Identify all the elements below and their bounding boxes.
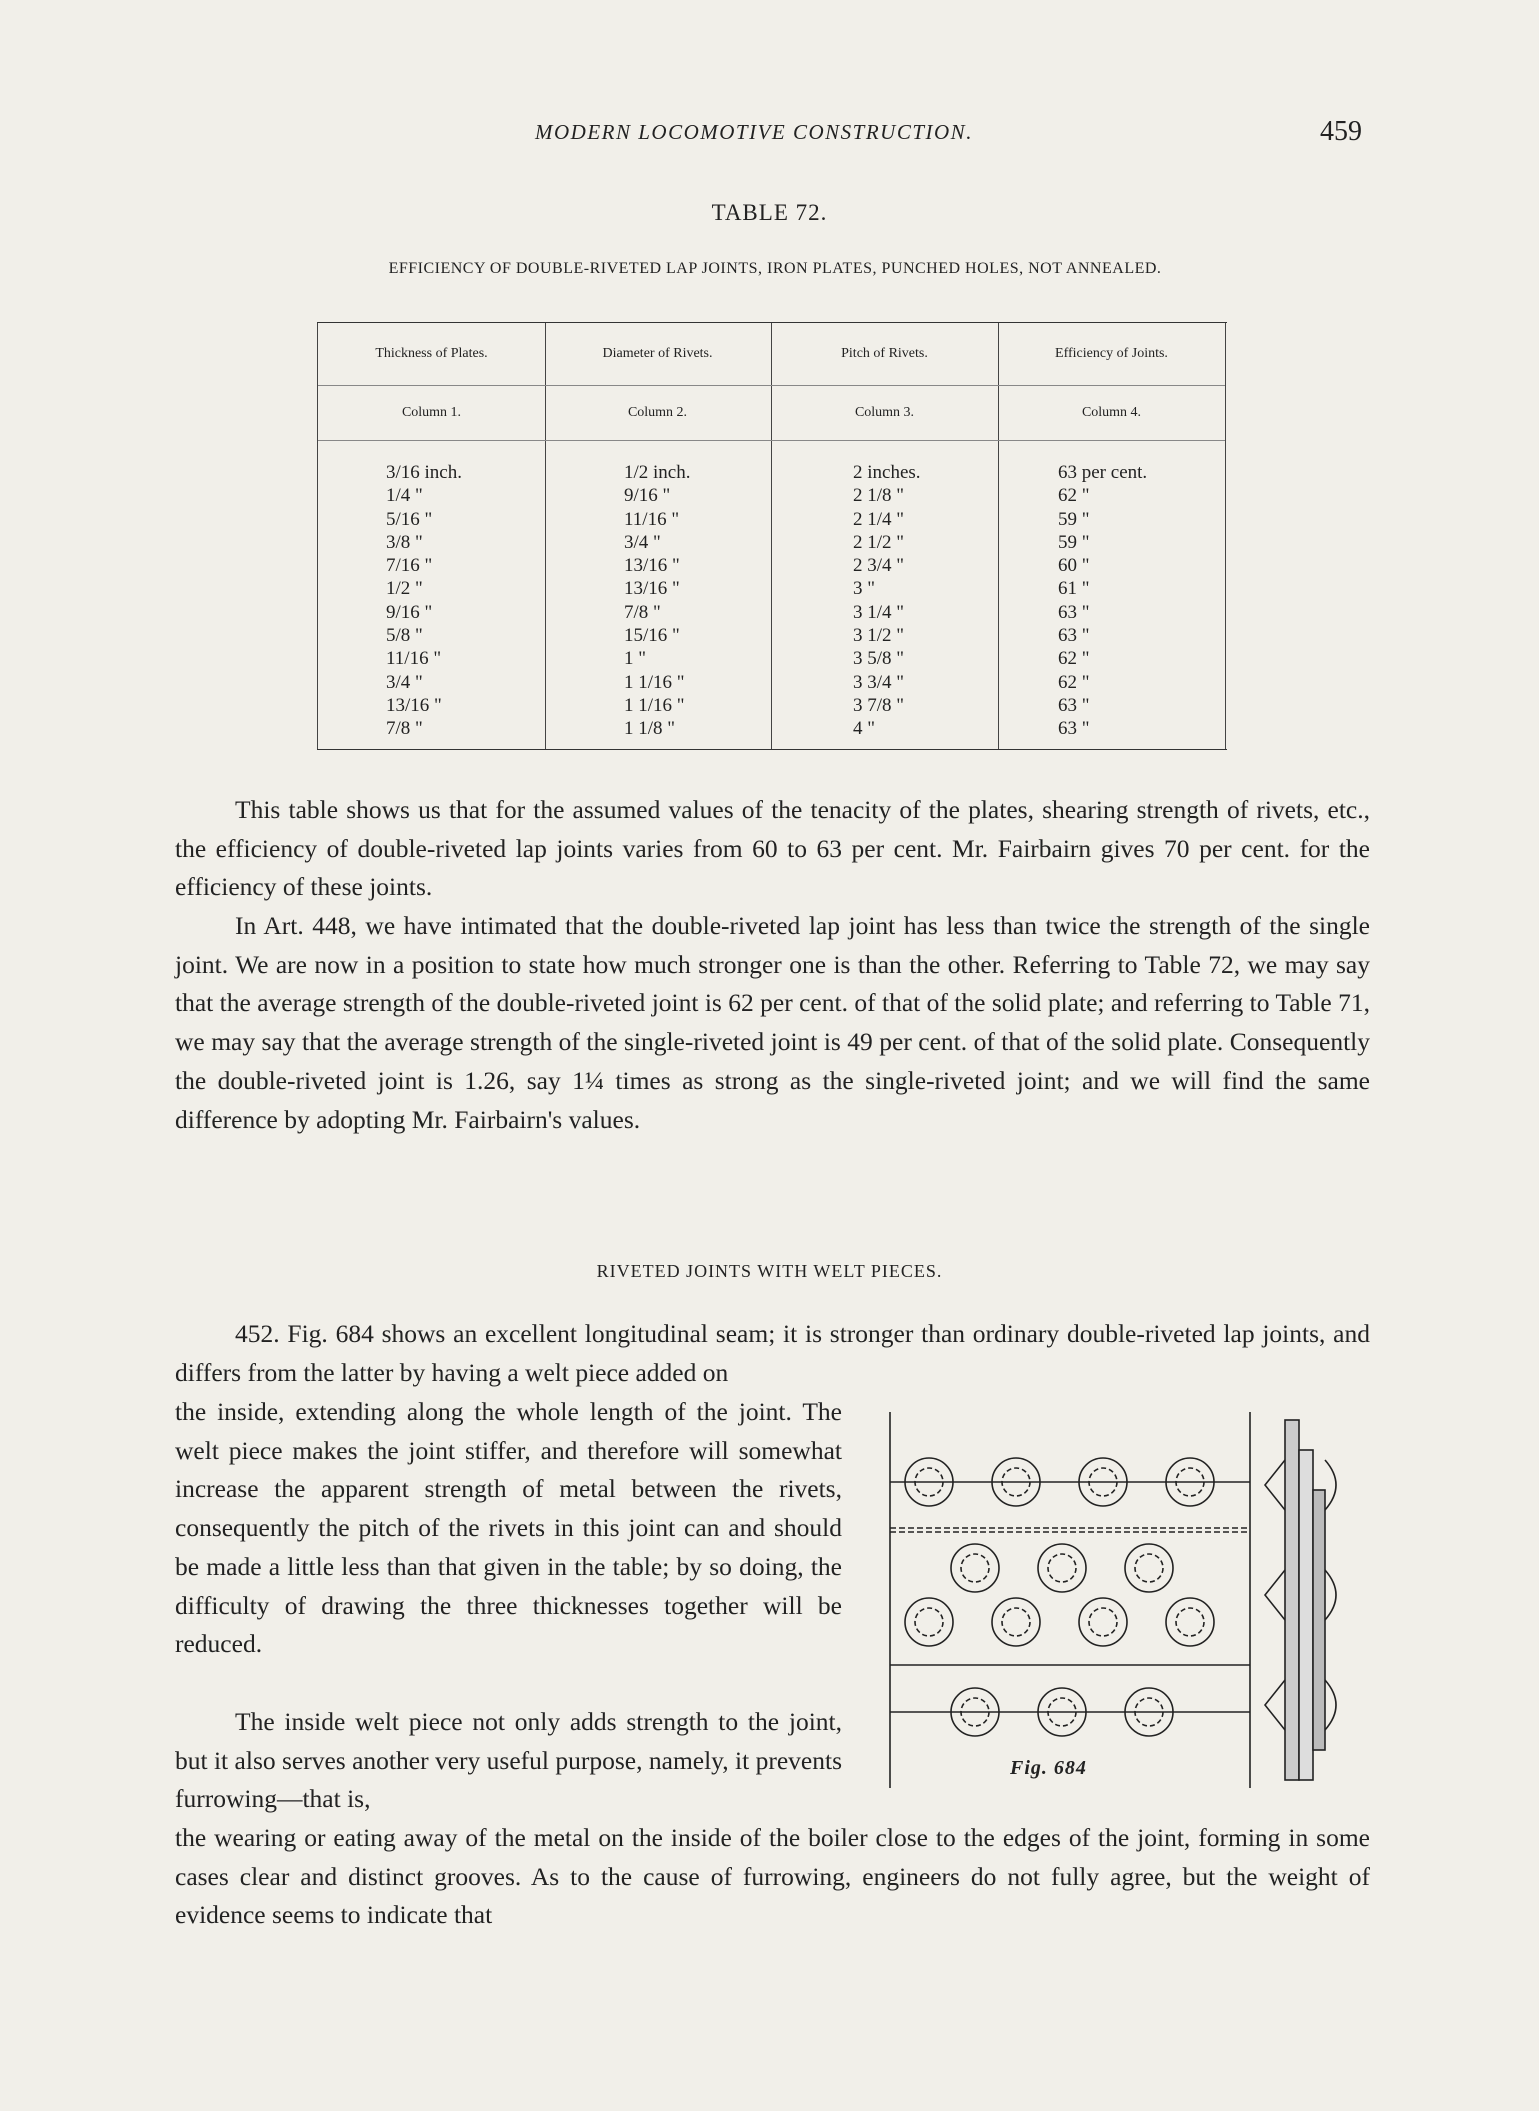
paragraph: 452. Fig. 684 shows an excellent longitudinal seam; it is stronger than ordinary double-riveted lap joints, and differs from the latter by having a welt piece added on bbox=[175, 1319, 1370, 1387]
table-cell: 1 1/8 " bbox=[624, 718, 676, 740]
table-cell: 3/16 inch. bbox=[386, 462, 462, 483]
paragraph: The inside welt piece not only adds strength to the joint, but it also serves another very useful purpose, namely, it prevents furrowing—that is, bbox=[175, 1707, 842, 1814]
column-pitch bbox=[771, 323, 999, 749]
table-cell: 3/4 " bbox=[386, 671, 423, 693]
table-cell: 13/16 " bbox=[386, 694, 442, 716]
table-cell: 5/16 " bbox=[386, 508, 433, 530]
section-heading: RIVETED JOINTS WITH WELT PIECES. bbox=[596, 1261, 943, 1281]
table-header: Diameter of Rivets. bbox=[544, 323, 771, 386]
table-cell: 2 1/4 " bbox=[853, 508, 905, 530]
table-subheader: Column 1. bbox=[318, 386, 545, 441]
table-cell: 1 1/16 " bbox=[624, 694, 685, 716]
table-cell: 63 " bbox=[1058, 718, 1090, 740]
table-cell: 9/16 " bbox=[624, 485, 671, 507]
table-cell: 1/2 inch. bbox=[624, 462, 691, 483]
table-cell: 1/4 " bbox=[386, 485, 423, 507]
table-subheader: Column 3. bbox=[771, 386, 998, 441]
table-caption: EFFICIENCY OF DOUBLE-RIVETED LAP JOINTS, IRON PLATES, PUNCHED HOLES, NOT ANNEALED. bbox=[388, 260, 1162, 277]
table-cell: 7/8 " bbox=[386, 718, 423, 740]
column-values bbox=[318, 441, 545, 741]
paragraph: the inside, extending along the whole length of the joint. The welt piece makes the joint stiffer, and therefore will somewhat increase the apparent strength of metal between the rivets, consequently the pitch of the rivets in this joint can and should be made a little less than that given in the table; by so doing, the difficulty of drawing the three thicknesses together will be reduced. bbox=[175, 1397, 842, 1659]
column-thickness bbox=[317, 323, 546, 749]
table-cell: 3 5/8 " bbox=[853, 648, 905, 670]
rivet-row-upper bbox=[951, 1544, 1173, 1592]
table-cell: 59 " bbox=[1058, 531, 1090, 553]
table-header: Thickness of Plates. bbox=[318, 323, 545, 386]
table-cell: 62 " bbox=[1058, 485, 1090, 507]
column-diameter bbox=[544, 323, 772, 749]
table-subheader: Column 2. bbox=[544, 386, 771, 441]
table-title: TABLE 72. bbox=[711, 200, 828, 225]
table-cell: 2 1/8 " bbox=[853, 485, 905, 507]
table-cell: 3/8 " bbox=[386, 531, 423, 553]
table-cell: 11/16 " bbox=[624, 508, 680, 530]
efficiency-table bbox=[317, 322, 1227, 750]
table-cell: 63 " bbox=[1058, 625, 1090, 647]
paragraph: This table shows us that for the assumed values of the tenacity of the plates, shearing strength of rivets, etc., the efficiency of double-riveted lap joints varies from 60 to 63 per cent. Mr. Fairbairn gives 70 per cent. for the efficiency of these joints. bbox=[175, 795, 1370, 902]
table-header: Pitch of Rivets. bbox=[771, 323, 998, 386]
page-header bbox=[0, 116, 1539, 160]
page-number: 459 bbox=[1320, 116, 1362, 147]
table-cell: 60 " bbox=[1058, 555, 1090, 577]
column-values bbox=[998, 441, 1225, 741]
table-cell: 1 1/16 " bbox=[624, 671, 685, 693]
table-cell: 2 1/2 " bbox=[853, 531, 905, 553]
table-cell: 59 " bbox=[1058, 508, 1090, 530]
column-efficiency bbox=[998, 323, 1226, 749]
table-cell: 7/16 " bbox=[386, 555, 433, 577]
table-cell: 1 " bbox=[624, 648, 647, 670]
welt-joint-figure bbox=[885, 1400, 1375, 1800]
table-cell: 63 " bbox=[1058, 601, 1090, 623]
table-cell: 3/4 " bbox=[624, 531, 661, 553]
table-cell: 62 " bbox=[1058, 671, 1090, 693]
table-cell: 2 inches. bbox=[853, 462, 921, 483]
table-cell: 7/8 " bbox=[624, 601, 661, 623]
figure-caption: Fig. 684 bbox=[1010, 1757, 1087, 1779]
paragraph: In Art. 448, we have intimated that the double-riveted lap joint has less than twice the strength of the single joint. We are now in a position to state how much stronger one is than the other. Referring to Table 72, we may say that the average strength of the double-riveted joint is 62 per cent. of that of the solid plate; and referring to Table 71, we may say that the average strength of the single-riveted joint is 49 per cent. of that of the solid plate. Consequently the double-riveted joint is 1.26, say 1¼ times as strong as the single-riveted joint; and we will find the same difference by adopting Mr. Fairbairn's values. bbox=[175, 911, 1370, 1134]
column-values bbox=[544, 441, 771, 741]
column-values bbox=[771, 441, 998, 741]
table-cell: 15/16 " bbox=[624, 625, 680, 647]
table-cell: 61 " bbox=[1058, 578, 1090, 600]
table-cell: 13/16 " bbox=[624, 578, 680, 600]
table-cell: 3 1/2 " bbox=[853, 625, 905, 647]
table-cell: 2 3/4 " bbox=[853, 555, 905, 577]
table-cell: 3 1/4 " bbox=[853, 601, 905, 623]
table-cell: 1/2 " bbox=[386, 578, 423, 600]
table-subheader: Column 4. bbox=[998, 386, 1225, 441]
joint-section-view bbox=[1265, 1420, 1336, 1780]
table-cell: 13/16 " bbox=[624, 555, 680, 577]
table-cell: 5/8 " bbox=[386, 625, 423, 647]
table-cell: 3 " bbox=[853, 578, 876, 600]
table-cell: 4 " bbox=[853, 718, 876, 740]
table-cell: 63 per cent. bbox=[1058, 462, 1148, 483]
table-header: Efficiency of Joints. bbox=[998, 323, 1225, 386]
table-cell: 3 7/8 " bbox=[853, 694, 905, 716]
table-cell: 62 " bbox=[1058, 648, 1090, 670]
table-cell: 3 3/4 " bbox=[853, 671, 905, 693]
table-cell: 9/16 " bbox=[386, 601, 433, 623]
running-title: MODERN LOCOMOTIVE CONSTRUCTION. bbox=[535, 120, 973, 144]
paragraph: the wearing or eating away of the metal on the inside of the boiler close to the edges of the joint, forming in some cases clear and distinct grooves. As to the cause of furrowing, engineers do not fully agree, but the weight of evidence seems to indicate that bbox=[175, 1823, 1370, 1930]
table-cell: 11/16 " bbox=[386, 648, 442, 670]
rivet-row-lower bbox=[905, 1598, 1214, 1646]
table-cell: 63 " bbox=[1058, 694, 1090, 716]
